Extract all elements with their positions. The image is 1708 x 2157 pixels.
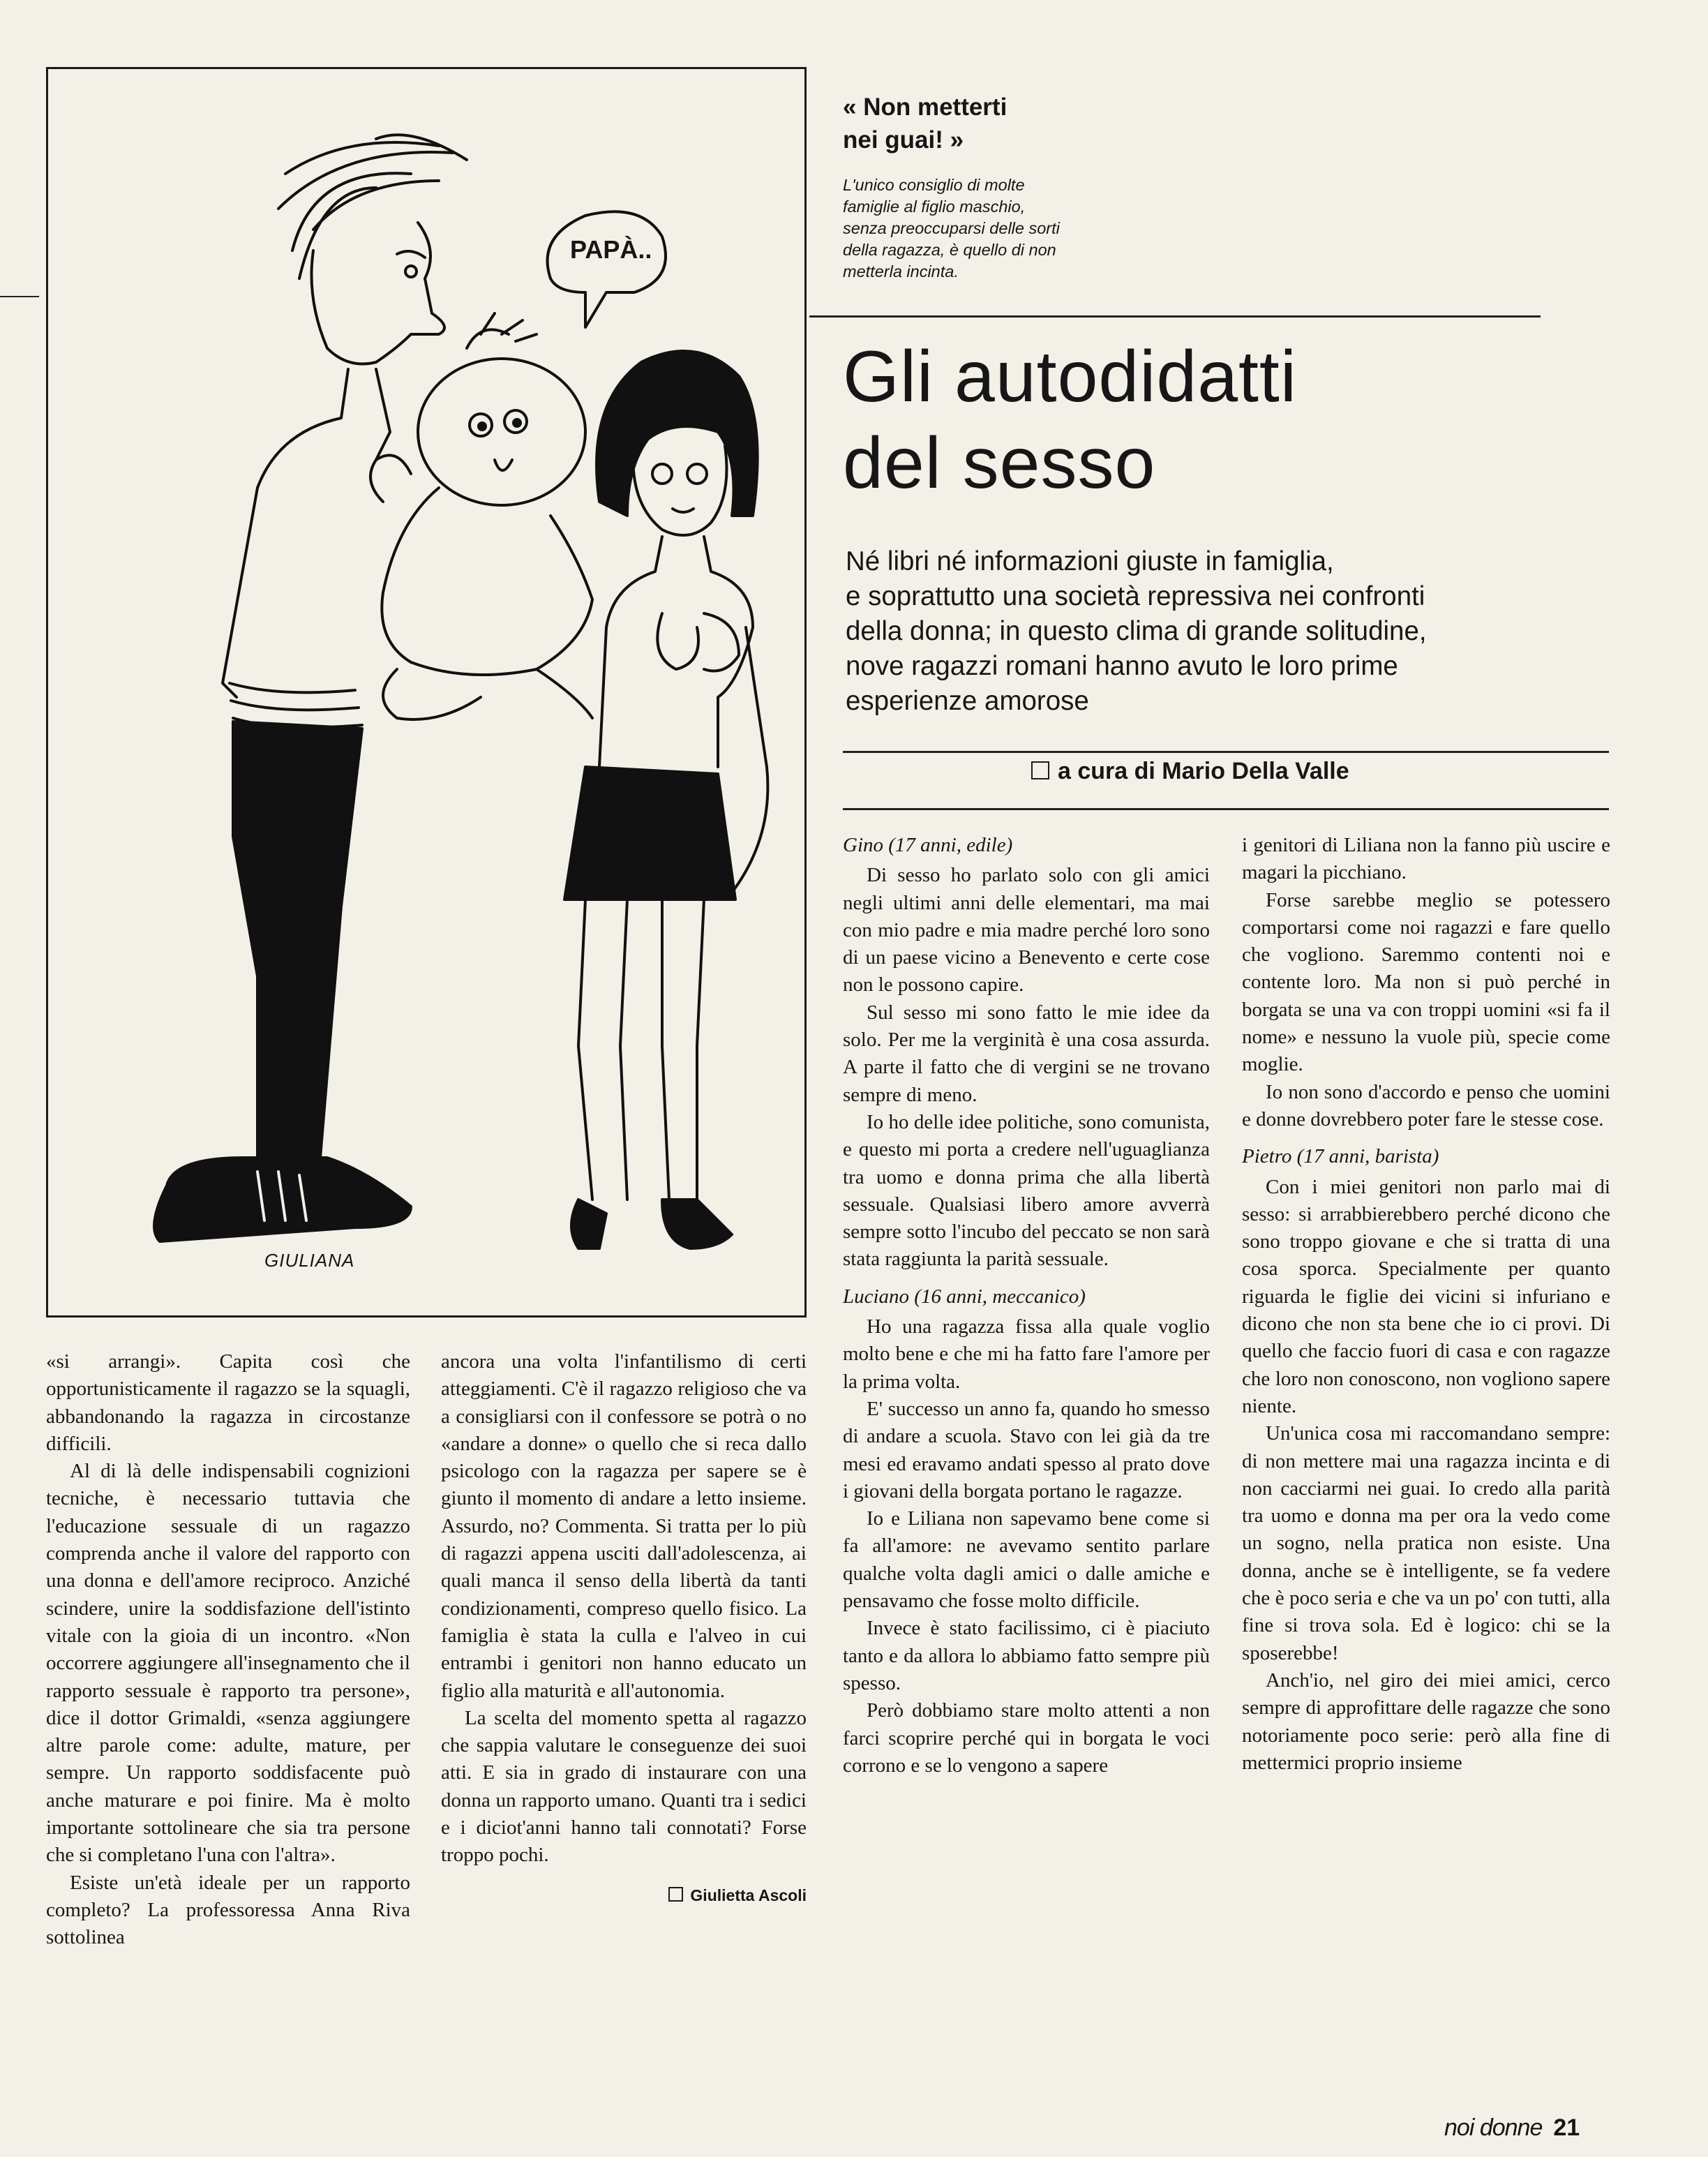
square-bullet-icon [668, 1887, 683, 1902]
artist-signature: GIULIANA [264, 1250, 355, 1271]
mother-face [633, 439, 726, 535]
paragraph: Io e Liliana non sapevamo bene come si fa all'amore: ne avevamo sentito parlare qualche volta dagli amici o dalle amiche e pensavamo che fosse molto difficile. [843, 1507, 1210, 1613]
paragraph: «si arrangi». Capita così che opportunisticamente il ragazzo se la squagli, abbandonando la ragazza in circostanze difficili. [46, 1350, 410, 1455]
mother-torso [599, 537, 753, 767]
paragraph: Ho una ragazza fissa alla quale voglio molto bene e che mi ha fatto fare l'amore per la prima volta. [843, 1315, 1210, 1393]
mother-skirt [564, 767, 735, 900]
paragraph: Esiste un'età ideale per un rapporto completo? La professoressa Anna Riva sottolinea [46, 1871, 410, 1949]
paragraph: E' successo un anno fa, quando ho smesso di andare a scuola. Stavo con lei già da tre mesi ed eravamo andati spesso al prato dove i giovani della borgata portano le ragazze. [843, 1397, 1210, 1502]
page-number: 21 [1553, 2114, 1580, 2141]
father-trousers [233, 722, 362, 1158]
paragraph: Al di là delle indispensabili cognizioni tecniche, è necessario tuttavia che l'educazione sessuale di un ragazzo comprenda anche il valore del rapporto con una donna e dell'amore reciproco. Anziché scindere, unire la soddisfazione dell'istinto vitale con la gioia di un incontro. «Non occorrere aggiungere all'insegnamento che il rapporto sessuale è rapporto tra persone», dice il dottor Grimaldi, «senza aggiungere altre parole come: adulte, mature, per sempre. Un rapporto soddisfacente può anche maturare e poi finire. Ma è molto importante sottolineare che sia tra persone che si completano l'una con l'altra». [46, 1460, 410, 1867]
mother-hair [597, 351, 758, 516]
paragraph: Però dobbiamo stare molto attenti a non farci scoprire perché qui in borgata le voci corrono e se lo vengono a sapere [843, 1699, 1210, 1777]
paragraph: Anch'io, nel giro dei miei amici, cerco sempre di approfittare delle ragazze che sono notoriamente poco serie: però alla fine di mettermici proprio insieme [1242, 1669, 1610, 1774]
paragraph: Io non sono d'accordo e penso che uomini e donne dovrebbero poter fare le stesse cose. [1242, 1080, 1610, 1130]
paragraph: La scelta del momento spetta al ragazzo che sappia valutare le conseguenze dei suoi atti. E sia in grado di instaurare con una donna un rapporto umano. Quanti tra i sedici e i diciot'anni hanno tali connotati? Forse troppo pochi. [441, 1706, 807, 1867]
interview-heading-pietro: Pietro (17 anni, barista) [1242, 1145, 1439, 1168]
paragraph: Di sesso ho parlato solo con gli amici negli ultimi anni delle elementari, ma mai con mio padre e mia madre perché loro sono di un paese vicino a Benevento e certe cose non le possono capire. [843, 864, 1210, 997]
mother-legs [578, 900, 704, 1200]
byline-rule-top [843, 751, 1609, 753]
paragraph: Io ho delle idee politiche, sono comunista, e questo mi porta a credere nell'uguaglianza tra uomo e donna prima che alla libertà sessuale. Qualsiasi libero amore avverrà sempre sotto l'incubo del peccato se non sarà stata raggiunta la parità sessuale. [843, 1110, 1210, 1271]
paragraph: Forse sarebbe meglio se potessero comportarsi come noi ragazzi e fare quello che vogliono. Saremmo contenti noi e contente loro. Ma non si può perché in borgata se una va con troppi uomini «si fa il nome» e nessuno la vuole più, specie come moglie. [1242, 888, 1610, 1076]
byline-rule-bottom [843, 808, 1609, 810]
baby-head [418, 359, 585, 505]
left-article-column-1 [46, 1348, 410, 1952]
interviews-column-1 [843, 832, 1210, 1779]
paragraph: ancora una volta l'infantilismo di certi atteggiamenti. C'è il ragazzo religioso che va a consigliarsi con il confessore se potrà o no «andare a donne» o quello che si reca dallo psicologo con la ragazza per sapere se è giunto il momento di andare a letto insieme. Assurdo, no? Commenta. Si tratta per lo più di ragazzi appena usciti dall'adolescenza, ai quali manca il senso della libertà da tanti condizionamenti, compreso quello fisico. La famiglia è stata la culla e l'alveo in cui entrambi i genitori non hanno educato un figlio alla maturità e all'autonomia. [441, 1350, 807, 1702]
cartoon-illustration [46, 67, 807, 1318]
caption-title: « Non metterti nei guai! » [843, 94, 1007, 154]
mother-shoes [571, 1200, 732, 1248]
father-hair [278, 135, 467, 278]
byline-text: a cura di Mario Della Valle [1058, 758, 1349, 784]
paragraph: Un'unica cosa mi raccomandano sempre: di non mettere mai una ragazza incinta e di non cacciarmi nei guai. Io credo alla parità tra uomo e donna ma per ora la vedo come un sogno, nella pratica non esiste. Una donna, anche se è intelligente, se fa vedere che è poco seria e che va un po' con tutti, alla fine si trova sola. Ed è logico: chi se la sposerebbe! [1242, 1422, 1610, 1664]
father-body [223, 369, 390, 697]
interview-heading-luciano: Luciano (16 anni, meccanico) [843, 1285, 1086, 1308]
interviews-column-2 [1242, 832, 1610, 1777]
baby-hair [467, 313, 537, 348]
author-signature: Giulietta Ascoli [441, 1882, 807, 1909]
speech-bubble-outline [548, 211, 666, 327]
father-face [312, 223, 445, 364]
header-rule [809, 315, 1541, 318]
article-headline: Gli autodidatti del sesso [843, 336, 1297, 504]
caption-text: L'unico consiglio di molte famiglie al figlio maschio, senza preoccuparsi delle sorti della ragazza, è quello di non metterla incinta. [843, 176, 1060, 281]
paragraph: i genitori di Liliana non la fanno più uscire e magari la picchiano. [1242, 834, 1610, 884]
left-article-column-2 [441, 1348, 807, 1909]
magazine-name: noi donne [1444, 2114, 1543, 2141]
speech-bubble-text: PAPÀ.. [570, 235, 652, 264]
square-bullet-icon [1031, 761, 1049, 779]
baby-body [382, 488, 592, 675]
left-margin-mark [0, 296, 39, 297]
cartoon-drawing [48, 69, 804, 1315]
page-footer [1444, 2114, 1612, 2142]
paragraph: Con i miei genitori non parlo mai di sesso: si arrabbierebbero perché dicono che sono troppo giovane e che si tratta di una cosa sporca. Specialmente per quanto riguarda le figlie dei vicini si infuriano e dicono che non sta bene che io ci provi. Di quello che faccio fuori di casa e con ragazze che loro non conoscono, non vogliono sapere niente. [1242, 1175, 1610, 1417]
paragraph: Sul sesso mi sono fatto le mie idee da solo. Per me la verginità è una cosa assurda. A parte il fatto che di vergini se ne trovano sempre di meno. [843, 1001, 1210, 1106]
interview-heading-gino: Gino (17 anni, edile) [843, 834, 1013, 856]
paragraph: Invece è stato facilissimo, ci è piaciuto tanto e da allora lo abbiamo fatto sempre più spesso. [843, 1617, 1210, 1694]
article-standfirst: Né libri né informazioni giuste in famiglia, e soprattutto una società repressiva nei confronti della donna; in questo clima di grande solitudine, nove ragazzi romani hanno avuto le loro prime esperienze amorose [846, 546, 1427, 716]
article-byline [1031, 755, 1520, 787]
